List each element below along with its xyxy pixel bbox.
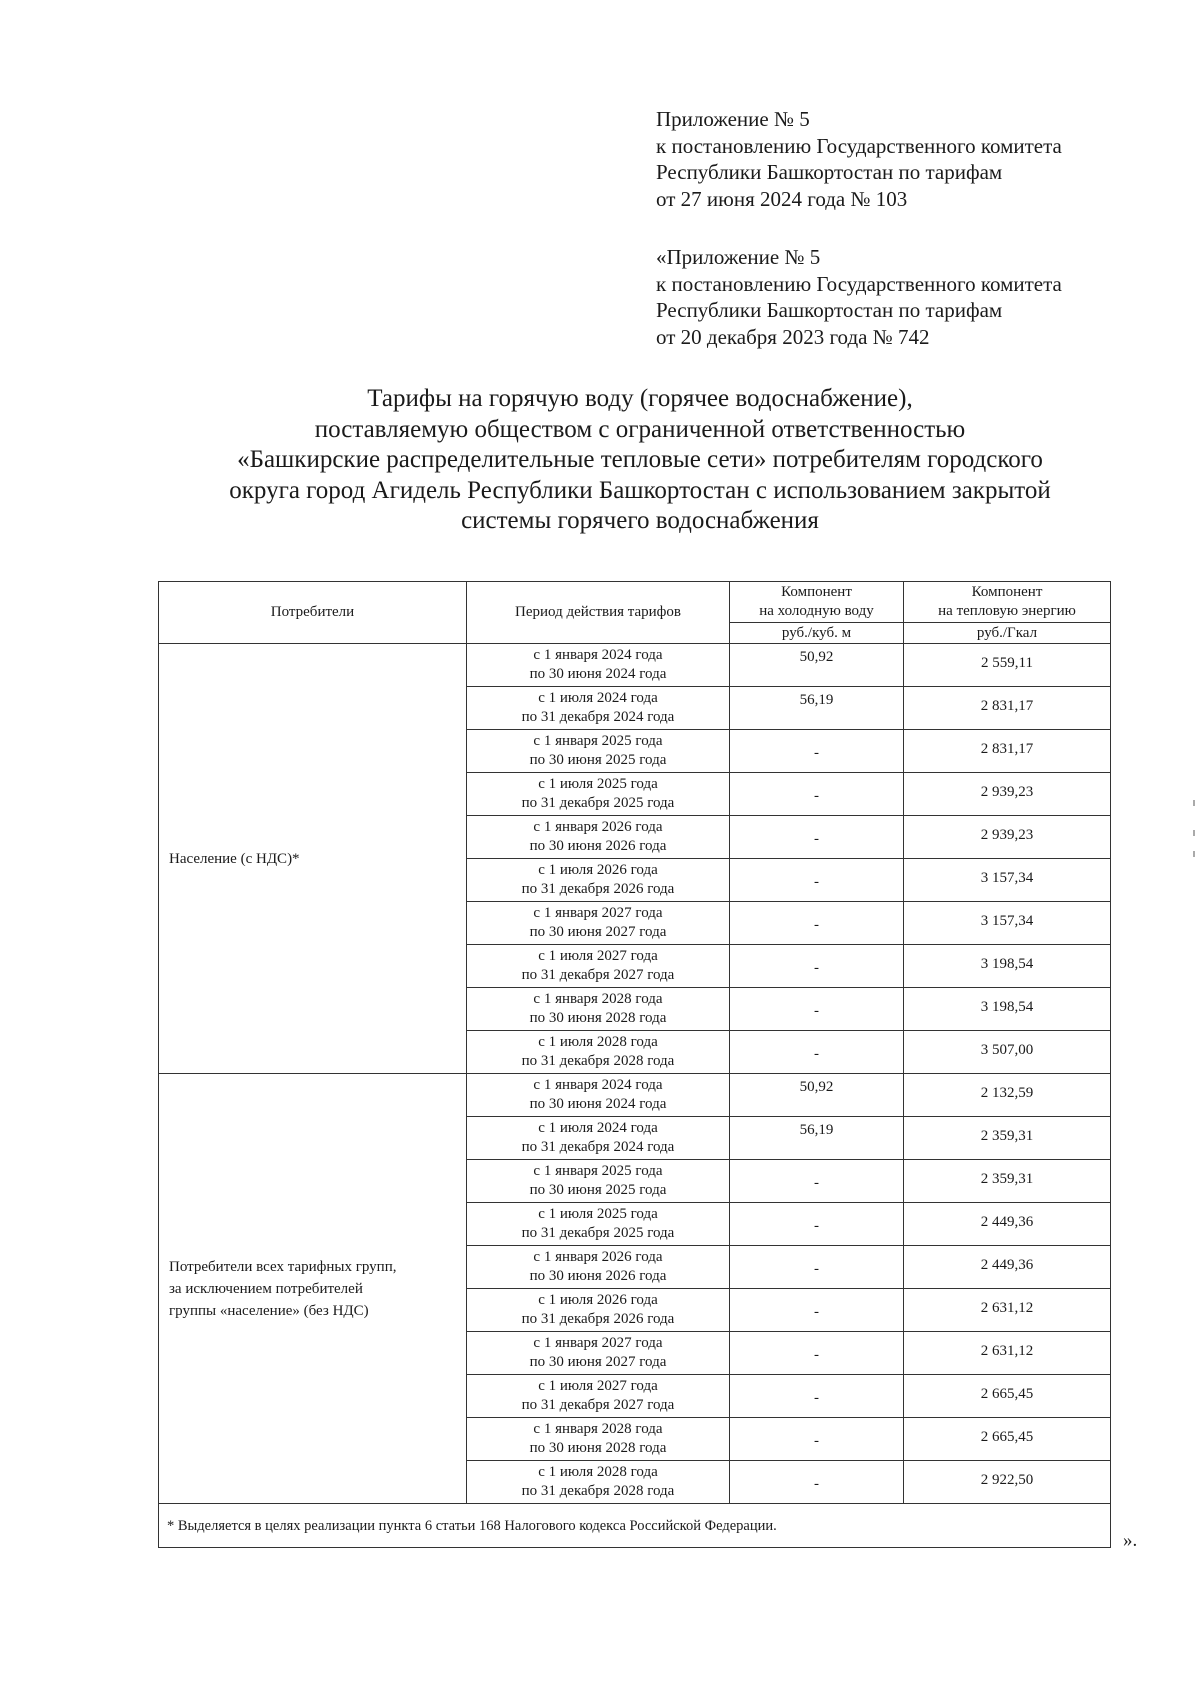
period-cell [467, 1074, 730, 1117]
period-to: по 30 июня 2024 года [529, 666, 667, 682]
heat-energy-value: 2 449,36 [904, 1203, 1111, 1246]
consumer-group-line: Население (с НДС)* [169, 850, 300, 867]
heat-energy-value: 2 665,45 [904, 1418, 1111, 1461]
table-row [159, 644, 1111, 687]
period-cell [467, 773, 730, 816]
heat-energy-value: 2 359,31 [904, 1117, 1111, 1160]
cold-water-value: - [730, 945, 904, 988]
heat-energy-value: 2 559,11 [904, 644, 1111, 687]
consumer-group-line: группы «население» (без НДС) [169, 1302, 369, 1319]
consumer-group-cell [159, 1074, 467, 1504]
period-from: с 1 июля 2027 года [538, 1378, 658, 1394]
period-to: по 31 декабря 2025 года [521, 1225, 675, 1241]
header-line: Республики Башкортостан по тарифам [656, 160, 1003, 184]
period-from: с 1 июля 2028 года [538, 1034, 658, 1050]
period-to: по 31 декабря 2027 года [521, 1397, 675, 1413]
period-from: с 1 января 2027 года [533, 905, 663, 921]
period-from: с 1 января 2025 года [533, 1163, 663, 1179]
period-to: по 30 июня 2025 года [529, 752, 667, 768]
period-to: по 31 декабря 2026 года [521, 881, 675, 897]
period-cell [467, 1031, 730, 1074]
title-line: округа город Агидель Республики Башкортостан с использованием закрытой [229, 476, 1051, 504]
period-from: с 1 января 2026 года [533, 819, 663, 835]
period-from: с 1 июля 2024 года [538, 690, 658, 706]
period-cell [467, 1461, 730, 1504]
header-cold-line2: на холодную воду [759, 603, 874, 619]
heat-energy-value: 2 831,17 [904, 730, 1111, 773]
period-cell [467, 816, 730, 859]
period-from: с 1 января 2024 года [533, 1077, 663, 1093]
header-cold-line1: Компонент [781, 584, 852, 600]
period-to: по 30 июня 2027 года [529, 1354, 667, 1370]
period-to: по 31 декабря 2024 года [521, 709, 675, 725]
period-to: по 30 июня 2028 года [529, 1440, 667, 1456]
period-from: с 1 января 2025 года [533, 733, 663, 749]
cold-water-value: - [730, 1418, 904, 1461]
title-line: «Башкирские распределительные тепловые сети» потребителям городского [237, 446, 1043, 473]
cold-water-value: - [730, 1289, 904, 1332]
heat-energy-value: 2 939,23 [904, 773, 1111, 816]
heat-energy-value: 2 631,12 [904, 1289, 1111, 1332]
period-cell [467, 859, 730, 902]
cold-water-value: 50,92 [730, 1074, 904, 1117]
period-to: по 30 июня 2025 года [529, 1182, 667, 1198]
unit-cold: руб./куб. м [730, 623, 904, 644]
title-line: Тарифы на горячую воду (горячее водоснабжение), [367, 385, 913, 412]
header-line: от 27 июня 2024 года № 103 [656, 186, 908, 211]
heat-energy-value: 3 157,34 [904, 859, 1111, 902]
tariff-table [158, 581, 1111, 1548]
heat-energy-value: 2 132,59 [904, 1074, 1111, 1117]
cold-water-value: - [730, 1246, 904, 1289]
period-to: по 30 июня 2026 года [529, 1268, 667, 1284]
document-title [140, 384, 1140, 537]
heat-energy-value: 2 665,45 [904, 1375, 1111, 1418]
appendix-header-current [656, 106, 1176, 212]
header-heat-line1: Компонент [971, 584, 1043, 600]
closing-quote: ». [1123, 1530, 1138, 1551]
consumer-group-line: Потребители всех тарифных групп, [169, 1258, 397, 1275]
period-cell [467, 1160, 730, 1203]
period-to: по 31 декабря 2028 года [521, 1483, 675, 1499]
period-from: с 1 июля 2027 года [538, 948, 658, 964]
period-to: по 30 июня 2027 года [529, 924, 667, 940]
period-from: с 1 января 2026 года [533, 1249, 663, 1265]
cold-water-value: - [730, 1160, 904, 1203]
heat-energy-value: 3 157,34 [904, 902, 1111, 945]
period-from: с 1 июля 2025 года [538, 776, 658, 792]
table-body [159, 644, 1111, 1548]
unit-heat: руб./Гкал [904, 623, 1111, 644]
period-from: с 1 января 2028 года [533, 991, 663, 1007]
cold-water-value: - [730, 1031, 904, 1074]
period-cell [467, 1375, 730, 1418]
header-line: к постановлению Государственного комитета [656, 271, 1062, 296]
period-from: с 1 июля 2026 года [538, 1292, 658, 1308]
period-from: с 1 января 2028 года [533, 1421, 663, 1437]
cold-water-value: 56,19 [730, 687, 904, 730]
heat-energy-value: 2 449,36 [904, 1246, 1111, 1289]
header-line: «Приложение № 5 [656, 245, 821, 269]
cold-water-value: - [730, 1461, 904, 1504]
cold-water-value: 50,92 [730, 644, 904, 687]
period-from: с 1 июля 2028 года [538, 1464, 658, 1480]
scan-mark [1193, 800, 1195, 806]
period-cell [467, 1246, 730, 1289]
period-from: с 1 января 2027 года [533, 1335, 663, 1351]
cold-water-value: - [730, 902, 904, 945]
period-cell [467, 1203, 730, 1246]
consumer-group-cell [159, 644, 467, 1074]
period-cell [467, 902, 730, 945]
period-to: по 31 декабря 2026 года [521, 1311, 675, 1327]
period-cell [467, 1332, 730, 1375]
period-cell [467, 945, 730, 988]
cold-water-value: - [730, 1332, 904, 1375]
period-cell [467, 1418, 730, 1461]
cold-water-value: - [730, 859, 904, 902]
cold-water-value: - [730, 730, 904, 773]
footnote: * Выделяется в целях реализации пункта 6 статьи 168 Налогового кодекса Российской Федерации. [159, 1504, 1111, 1548]
period-cell [467, 730, 730, 773]
period-cell [467, 644, 730, 687]
period-from: с 1 июля 2026 года [538, 862, 658, 878]
heat-energy-value: 3 198,54 [904, 988, 1111, 1031]
heat-energy-value: 3 198,54 [904, 945, 1111, 988]
header-line: к постановлению Государственного комитета [656, 133, 1062, 158]
header-heat-line2: на тепловую энергию [938, 603, 1076, 619]
header-line: Приложение № 5 [656, 107, 810, 131]
cold-water-value: - [730, 816, 904, 859]
cold-water-value: - [730, 988, 904, 1031]
scan-mark [1193, 851, 1195, 857]
period-cell [467, 988, 730, 1031]
period-to: по 31 декабря 2024 года [521, 1139, 675, 1155]
footnote-row [159, 1504, 1111, 1548]
header-heat [904, 582, 1111, 623]
title-line: поставляемую обществом с ограниченной ответственностью [314, 415, 966, 443]
header-period: Период действия тарифов [467, 582, 730, 644]
period-cell [467, 1289, 730, 1332]
period-to: по 30 июня 2028 года [529, 1010, 667, 1026]
cold-water-value: - [730, 1375, 904, 1418]
heat-energy-value: 2 359,31 [904, 1160, 1111, 1203]
cold-water-value: - [730, 773, 904, 816]
period-to: по 30 июня 2024 года [529, 1096, 667, 1112]
scan-mark [1193, 830, 1195, 836]
header-line: от 20 декабря 2023 года № 742 [656, 324, 930, 349]
period-to: по 31 декабря 2028 года [521, 1053, 675, 1069]
table-row [159, 1074, 1111, 1117]
header-consumers: Потребители [159, 582, 467, 644]
heat-energy-value: 2 922,50 [904, 1461, 1111, 1504]
appendix-header-original [656, 244, 1176, 350]
period-cell [467, 1117, 730, 1160]
period-cell [467, 687, 730, 730]
table-header-row [159, 582, 1111, 623]
period-to: по 31 декабря 2027 года [521, 967, 675, 983]
period-from: с 1 июля 2025 года [538, 1206, 658, 1222]
period-from: с 1 января 2024 года [533, 647, 663, 663]
title-line: системы горячего водоснабжения [461, 507, 819, 534]
cold-water-value: 56,19 [730, 1117, 904, 1160]
heat-energy-value: 2 939,23 [904, 816, 1111, 859]
cold-water-value: - [730, 1203, 904, 1246]
header-cold-water [730, 582, 904, 623]
period-from: с 1 июля 2024 года [538, 1120, 658, 1136]
heat-energy-value: 3 507,00 [904, 1031, 1111, 1074]
header-line: Республики Башкортостан по тарифам [656, 298, 1003, 322]
heat-energy-value: 2 631,12 [904, 1332, 1111, 1375]
period-to: по 31 декабря 2025 года [521, 795, 675, 811]
period-to: по 30 июня 2026 года [529, 838, 667, 854]
consumer-group-line: за исключением потребителей [169, 1280, 363, 1297]
heat-energy-value: 2 831,17 [904, 687, 1111, 730]
